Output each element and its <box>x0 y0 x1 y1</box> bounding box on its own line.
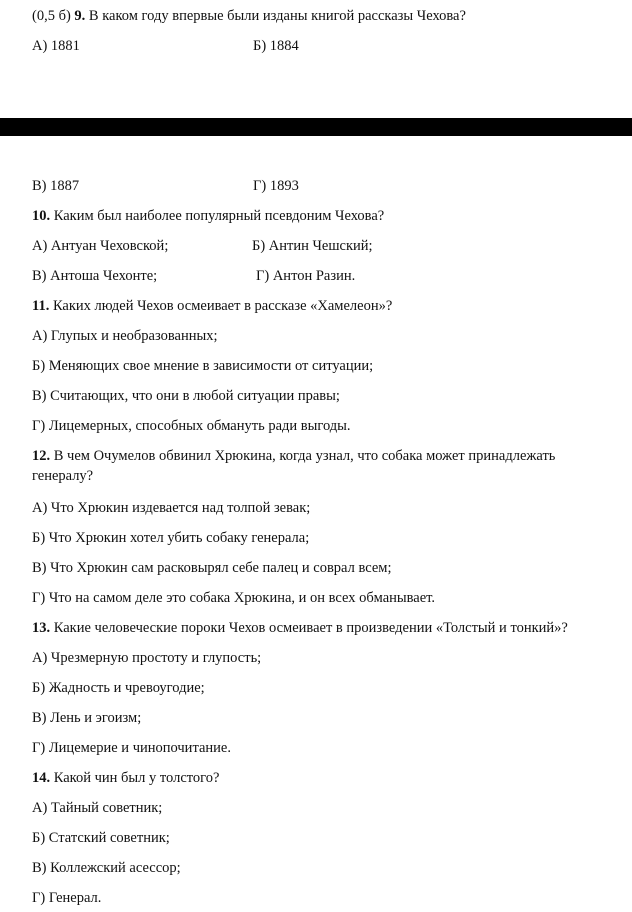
option-b: Б) Статский советник; <box>32 830 170 846</box>
option-v: В) Лень и эгоизм; <box>32 710 142 726</box>
option-b: Б) 1884 <box>253 38 299 54</box>
page-divider <box>0 118 632 136</box>
question-number: 14. <box>32 770 51 786</box>
option-v: В) Коллежский асессор; <box>32 860 181 876</box>
question-number: 10. <box>32 208 51 224</box>
question-10 <box>32 206 384 226</box>
option-a: А) Антуан Чеховской; <box>32 238 169 254</box>
question-text-continued: генералу? <box>32 468 94 484</box>
question-text: Какие человеческие пороки Чехов осмеивает в произведении «Толстый и тонкий»? <box>53 620 568 636</box>
option-b: Б) Жадность и чревоугодие; <box>32 680 205 696</box>
question-number: 12. <box>32 448 51 464</box>
option-v: В) Антоша Чехонте; <box>32 268 158 284</box>
option-g: Г) Лицемерных, способных обмануть ради выгоды. <box>32 418 351 434</box>
question-text: Какой чин был у толстого? <box>53 770 220 786</box>
option-g: Г) Антон Разин. <box>256 268 356 284</box>
points-label: (0,5 б) <box>32 8 71 24</box>
option-g: Г) Генерал. <box>32 890 102 906</box>
question-number: 13. <box>32 620 51 636</box>
option-a: А) Что Хрюкин издевается над толпой зевак; <box>32 500 311 516</box>
question-9 <box>32 6 466 26</box>
question-number: 11. <box>32 298 50 314</box>
option-a: А) Чрезмерную простоту и глупость; <box>32 650 262 666</box>
question-14 <box>32 768 219 788</box>
option-b: Б) Меняющих свое мнение в зависимости от ситуации; <box>32 358 374 374</box>
option-b: Б) Антин Чешский; <box>252 238 373 254</box>
question-11 <box>32 296 392 316</box>
question-text: В каком году впервые были изданы книгой рассказы Чехова? <box>88 8 466 24</box>
question-text: Каким был наиболее популярный псевдоним Чехова? <box>53 208 385 224</box>
option-v: В) Считающих, что они в любой ситуации правы; <box>32 388 340 404</box>
option-a: А) 1881 <box>32 38 80 54</box>
option-g: Г) Что на самом деле это собака Хрюкина, и он всех обманывает. <box>32 590 436 606</box>
option-v: В) 1887 <box>32 178 80 194</box>
option-v: В) Что Хрюкин сам расковырял себе палец и соврал всем; <box>32 560 392 576</box>
option-a: А) Глупых и необразованных; <box>32 328 218 344</box>
option-b: Б) Что Хрюкин хотел убить собаку генерала; <box>32 530 310 546</box>
option-a: А) Тайный советник; <box>32 800 163 816</box>
option-g: Г) Лицемерие и чинопочитание. <box>32 740 231 756</box>
option-g: Г) 1893 <box>253 178 299 194</box>
question-12 <box>32 446 555 466</box>
question-text: Каких людей Чехов осмеивает в рассказе «Хамелеон»? <box>52 298 393 314</box>
question-text: В чем Очумелов обвинил Хрюкина, когда узнал, что собака может принадлежать <box>53 448 556 464</box>
question-number: 9. <box>74 8 86 24</box>
question-13 <box>32 618 568 638</box>
